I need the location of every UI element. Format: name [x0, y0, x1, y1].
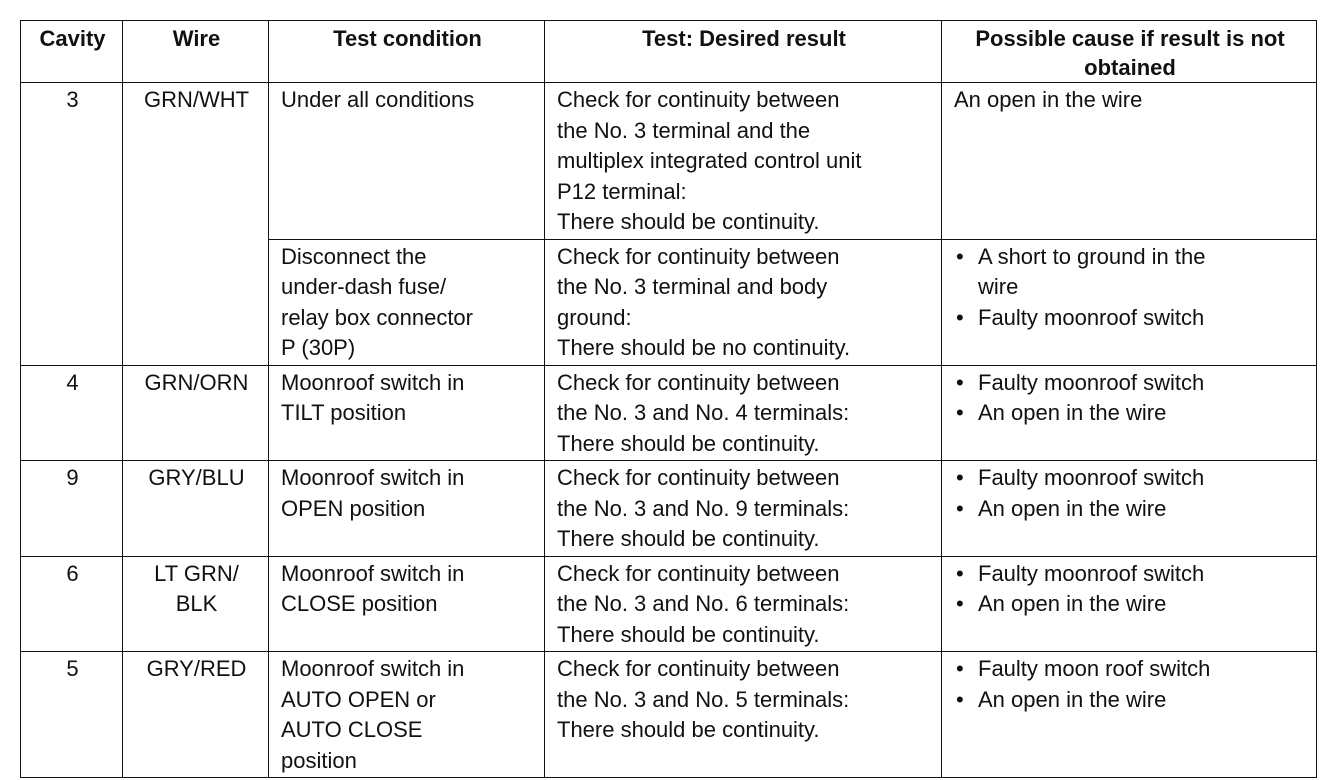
condition-line: Disconnect the [281, 243, 427, 269]
header-cavity: Cavity [21, 21, 123, 83]
cavity-cell: 6 [21, 556, 123, 652]
cause-item [954, 654, 1306, 685]
cause-item [954, 398, 1306, 429]
table-row [21, 83, 1317, 240]
cause-line: • Faulty moon roof switch [978, 656, 1211, 681]
condition-line: under-dash fuse/ [281, 274, 447, 299]
cavity-cell: 9 [21, 461, 123, 557]
header-possible-cause-line-2: obtained [1084, 55, 1176, 80]
condition-line: Moonroof switch in [281, 465, 465, 490]
cause-line: • Faulty moonroof switch [978, 465, 1205, 490]
result-line: There should be continuity. [557, 621, 820, 647]
result-line: Check for continuity between [557, 560, 840, 586]
result-cell [545, 652, 942, 778]
table-row [21, 365, 1317, 461]
result-cell [545, 83, 942, 240]
condition-cell [269, 365, 545, 461]
result-line: the No. 3 and No. 6 terminals: [557, 591, 850, 616]
cause-line: • An open in the wire [978, 591, 1167, 616]
result-cell [545, 556, 942, 652]
continuity-test-table [20, 20, 1317, 778]
result-cell [545, 239, 942, 365]
cause-cell [942, 239, 1317, 365]
cause-cell [942, 365, 1317, 461]
cause-item [954, 303, 1306, 334]
cause-line: • An open in the wire [978, 686, 1167, 712]
cause-line: • Faulty moonroof switch [978, 560, 1205, 586]
cause-line: • An open in the wire [978, 495, 1167, 521]
result-cell [545, 461, 942, 557]
result-line: Check for continuity between [557, 465, 840, 490]
cause-list [954, 368, 1306, 429]
condition-line: Moonroof switch in [281, 369, 465, 395]
cause-cell [942, 83, 1317, 240]
wire-cell [123, 556, 269, 652]
wire-line: LT GRN/ [154, 560, 239, 586]
condition-line: CLOSE position [281, 591, 438, 616]
cause-item [954, 368, 1306, 399]
result-line: There should be no continuity. [557, 335, 851, 360]
result-line: the No. 3 terminal and the [557, 117, 811, 143]
cavity-cell: 3 [21, 83, 123, 366]
condition-line: OPEN position [281, 495, 426, 521]
wire-cell: GRN/ORN [123, 365, 269, 461]
condition-line: Under all conditions [281, 87, 475, 112]
cause-item [954, 559, 1306, 590]
cause-line: • A short to ground in the [978, 243, 1206, 269]
cause-list [954, 559, 1306, 620]
cause-line: • Faulty moonroof switch [978, 369, 1205, 395]
result-line: P12 terminal: [557, 178, 687, 204]
cause-list [954, 242, 1306, 334]
result-line: multiplex integrated control unit [557, 148, 862, 173]
wire-cell: GRY/BLU [123, 461, 269, 557]
condition-cell [269, 652, 545, 778]
cavity-cell: 4 [21, 365, 123, 461]
wire-cell: GRY/RED [123, 652, 269, 778]
result-line: There should be continuity. [557, 209, 820, 234]
header-wire: Wire [123, 21, 269, 83]
condition-line: TILT position [281, 400, 407, 425]
header-desired-result: Test: Desired result [545, 21, 942, 83]
result-line: the No. 3 and No. 9 terminals: [557, 495, 850, 521]
result-line: Check for continuity between [557, 243, 840, 269]
wire-cell: GRN/WHT [123, 83, 269, 366]
header-test-condition: Test condition [269, 21, 545, 83]
condition-line: Moonroof switch in [281, 560, 465, 586]
result-cell [545, 365, 942, 461]
cause-cell [942, 652, 1317, 778]
condition-cell [269, 556, 545, 652]
result-line: the No. 3 terminal and body [557, 274, 828, 299]
condition-cell [269, 239, 545, 365]
cause-item [954, 589, 1306, 620]
result-line: Check for continuity between [557, 369, 840, 395]
table-row [21, 461, 1317, 557]
header-possible-cause [942, 21, 1317, 83]
condition-line: P (30P) [281, 335, 356, 360]
result-line: There should be continuity. [557, 526, 820, 551]
condition-cell [269, 83, 545, 240]
cause-item [954, 242, 1306, 303]
cause-list [954, 654, 1306, 715]
cause-cell [942, 556, 1317, 652]
result-line: Check for continuity between [557, 87, 840, 112]
condition-line: Moonroof switch in [281, 656, 465, 681]
cause-line: An open in the wire [954, 87, 1143, 112]
table-row [21, 652, 1317, 778]
cause-item [954, 685, 1306, 716]
result-line: the No. 3 and No. 4 terminals: [557, 400, 850, 425]
result-line: the No. 3 and No. 5 terminals: [557, 686, 850, 712]
cause-line: wire [978, 274, 1019, 299]
cause-item [954, 463, 1306, 494]
result-line: There should be continuity. [557, 717, 820, 742]
condition-line: AUTO OPEN or [281, 686, 436, 712]
result-line: Check for continuity between [557, 656, 840, 681]
condition-line: AUTO CLOSE [281, 717, 423, 742]
result-line: There should be continuity. [557, 430, 820, 456]
cavity-cell: 5 [21, 652, 123, 778]
cause-line: • An open in the wire [978, 400, 1167, 425]
result-line: ground: [557, 304, 632, 330]
condition-line: position [281, 747, 357, 773]
wire-line: BLK [175, 591, 218, 616]
condition-line: relay box connector [281, 304, 473, 330]
cause-cell [942, 461, 1317, 557]
cause-line: • Faulty moonroof switch [978, 304, 1205, 330]
cause-list [954, 463, 1306, 524]
header-row [21, 21, 1317, 83]
cause-item [954, 494, 1306, 525]
condition-cell [269, 461, 545, 557]
header-possible-cause-line-1: Possible cause if result is not [975, 26, 1285, 51]
table-row [21, 556, 1317, 652]
